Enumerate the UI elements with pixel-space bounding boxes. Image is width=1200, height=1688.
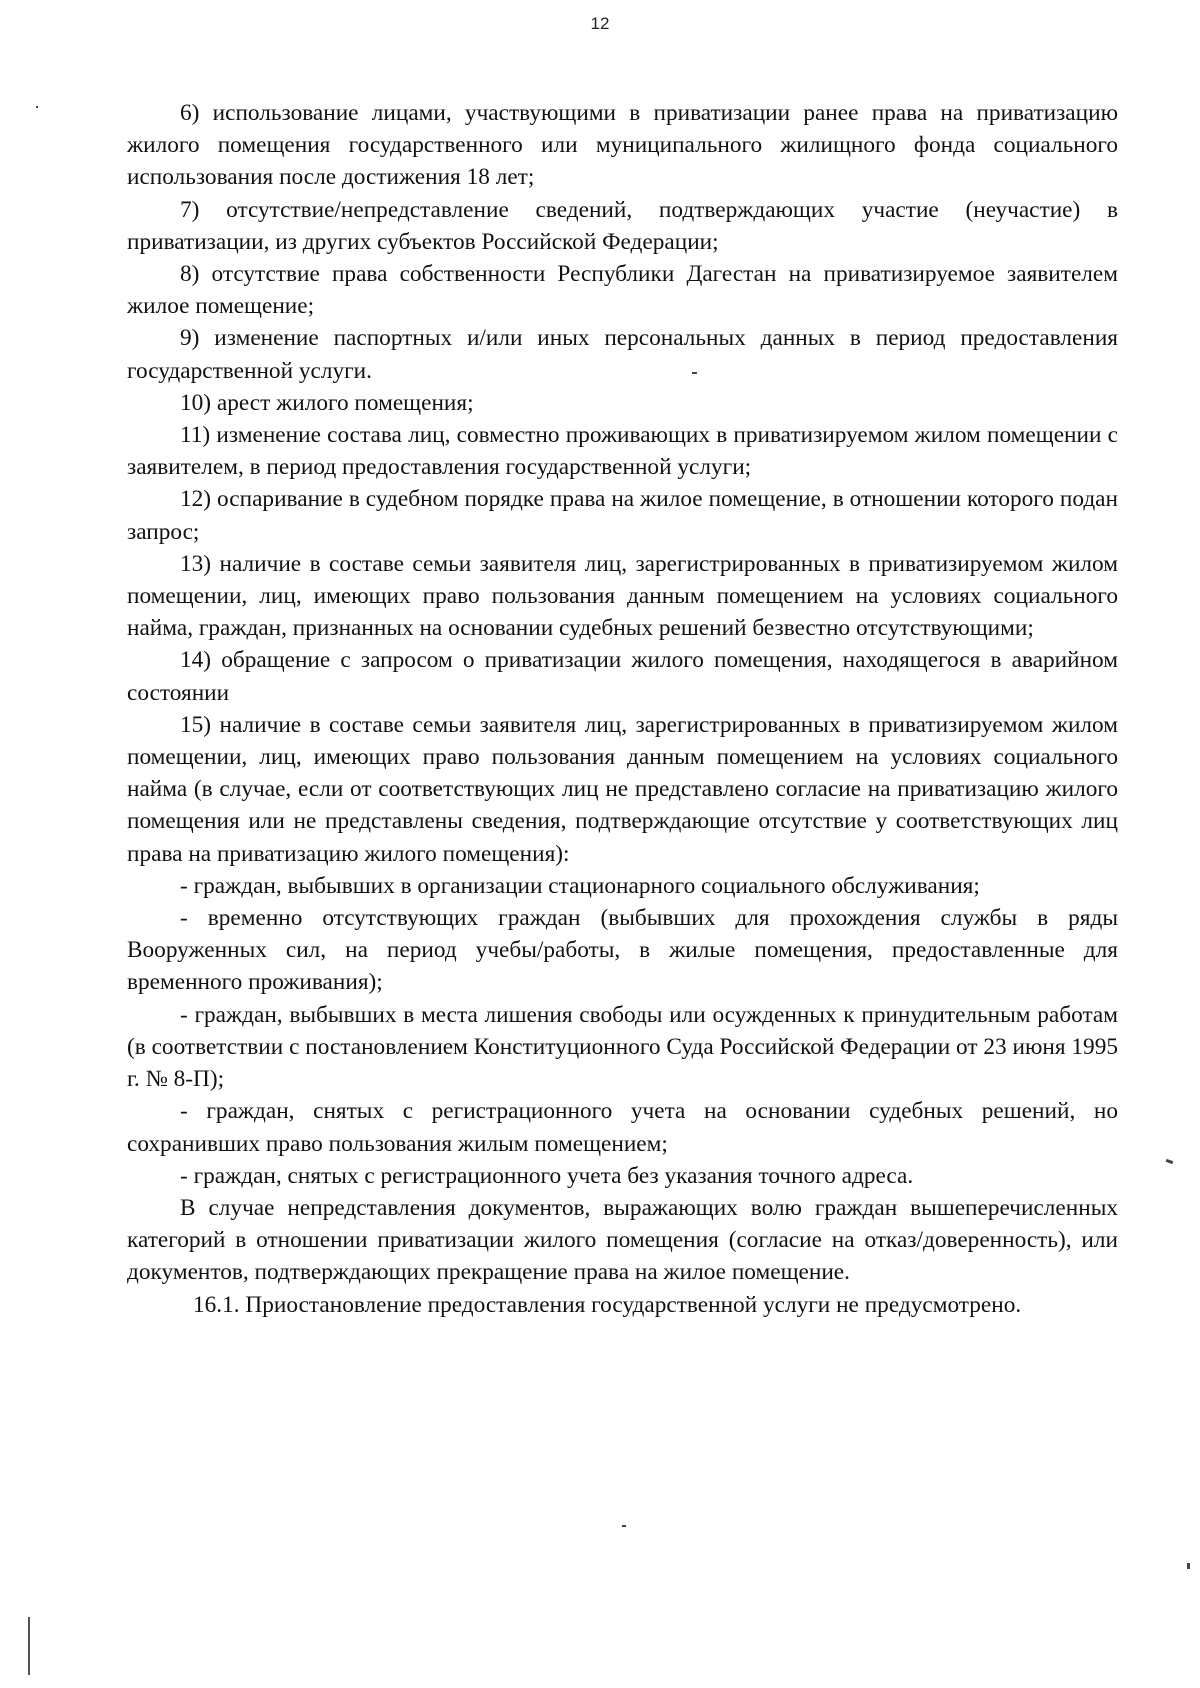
- list-item-inpatient-care: - граждан, выбывших в организации стационарного социального обслуживания;: [180, 872, 980, 899]
- document-body: [127, 97, 1118, 1321]
- paragraph-7: 7) отсутствие/непредставление сведений, подтверждающих участие (неучастие) в приватизации, из других субъектов Российской Федерации;: [127, 196, 1118, 255]
- scan-speck: [36, 106, 38, 108]
- list-item-temporarily-absent: - временно отсутствующих граждан (выбывших для прохождения службы в ряды Вооруженных сил, на период учебы/работы, в жилые помещения, предоставленные для временного проживания);: [127, 905, 1118, 996]
- list-item-deregistered-no-address: - граждан, снятых с регистрационного учета без указания точного адреса.: [180, 1162, 914, 1189]
- paragraph-8: 8) отсутствие права собственности Республики Дагестан на приватизируемое заявителем жилое помещение;: [127, 261, 1118, 320]
- paragraph-14: 14) обращение с запросом о приватизации жилого помещения, находящегося в аварийном состоянии: [127, 647, 1118, 706]
- list-item-imprisoned: - граждан, выбывших в места лишения свободы или осужденных к принудительным работам (в соответствии с постановлением Конституционного Суда Российской Федерации от 23 июня 1995 г. № 8-П);: [127, 1001, 1118, 1093]
- scan-speck: [622, 1525, 626, 1527]
- paragraph-13: 13) наличие в составе семьи заявителя лиц, зарегистрированных в приватизируемом жилом помещении, лиц, имеющих право пользования данным помещением на условиях социального найма, граждан, признанных на основании судебных решений безвестно отсутствующими;: [127, 550, 1118, 642]
- paragraph-9: 9) изменение паспортных и/или иных персональных данных в период предоставления государственной услуги.: [127, 325, 1118, 384]
- paragraph-11: 11) изменение состава лиц, совместно проживающих в приватизируемом жилом помещении с заявителем, в период предоставления государственной услуги;: [127, 422, 1118, 481]
- paragraph-non-submission: В случае непредставления документов, выражающих волю граждан вышеперечисленных категорий в отношении приватизации жилого помещения (согласие на отказ/доверенность), или документов, подтверждающих прекращение права на жилое помещение.: [127, 1194, 1118, 1286]
- paragraph-10: 10) арест жилого помещения;: [180, 389, 474, 416]
- page-number: 12: [590, 14, 610, 33]
- scan-speck: [1187, 1563, 1190, 1569]
- list-item-deregistered-by-court: - граждан, снятых с регистрационного учета на основании судебных решений, но сохранивших право пользования жилым помещением;: [127, 1098, 1118, 1157]
- scan-edge-line: [28, 1617, 30, 1675]
- paragraph-16-1: 16.1. Приостановление предоставления государственной услуги не предусмотрено.: [193, 1291, 1022, 1318]
- scan-speck: [692, 372, 697, 374]
- paragraph-15: 15) наличие в составе семьи заявителя лиц, зарегистрированных в приватизируемом жилом помещении, лиц, имеющих право пользования данным помещением на условиях социального найма (в случае, если от соответствующих лиц не представлено согласие на приватизацию жилого помещения или не представлены сведения, подтверждающие отсутствие у соответствующих лиц права на приватизацию жилого помещения):: [127, 711, 1118, 867]
- scan-speck: [1166, 1159, 1174, 1164]
- paragraph-6: 6) использование лицами, участвующими в приватизации ранее права на приватизацию жилого помещения государственного или муниципального жилищного фонда социального использования после достижения 18 лет;: [127, 100, 1118, 191]
- paragraph-12: 12) оспаривание в судебном порядке права на жилое помещение, в отношении которого подан запрос;: [127, 486, 1118, 545]
